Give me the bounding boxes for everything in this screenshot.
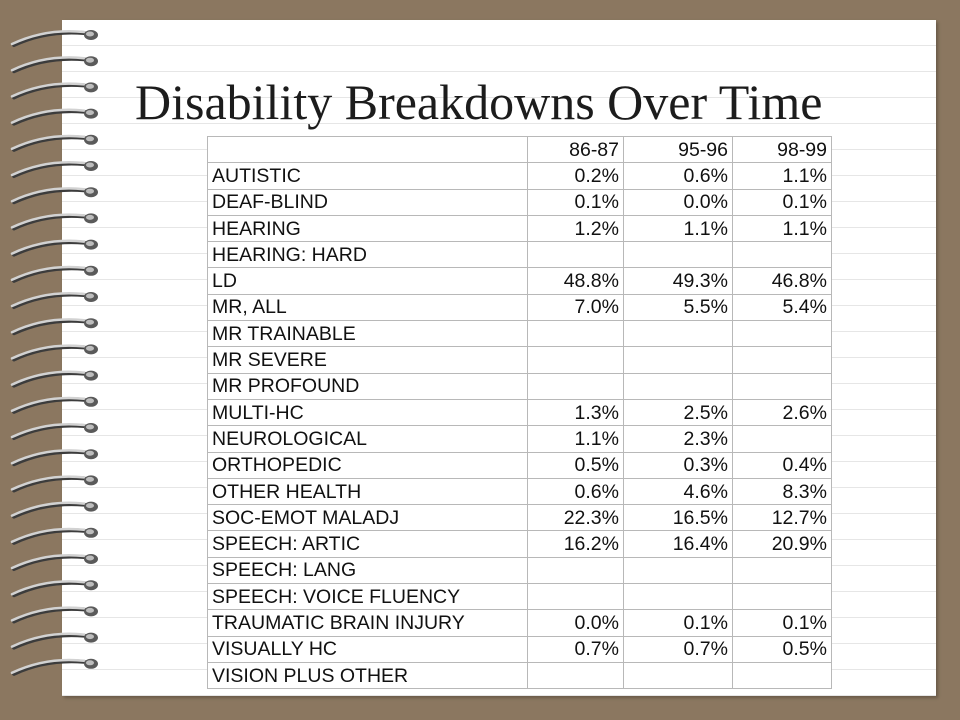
table-row: [208, 636, 832, 662]
value-cell: [733, 557, 832, 583]
row-label: ORTHOPEDIC: [208, 452, 528, 478]
header-cell-98-99: 98-99: [733, 137, 832, 163]
value-cell: 0.1%: [733, 610, 832, 636]
value-cell: [733, 662, 832, 688]
spiral-coil: [12, 187, 98, 202]
value-cell: 1.1%: [733, 215, 832, 241]
value-cell: 0.5%: [733, 636, 832, 662]
table-row: [208, 189, 832, 215]
spiral-coil: [12, 659, 98, 674]
value-cell: [528, 584, 624, 610]
row-label: OTHER HEALTH: [208, 478, 528, 504]
value-cell: [528, 557, 624, 583]
value-cell: [733, 373, 832, 399]
row-label: NEUROLOGICAL: [208, 426, 528, 452]
header-cell-86-87: 86-87: [528, 137, 624, 163]
value-cell: 0.2%: [528, 163, 624, 189]
value-cell: 16.5%: [624, 505, 733, 531]
spiral-coil: [12, 606, 98, 621]
value-cell: 0.0%: [528, 610, 624, 636]
value-cell: [733, 242, 832, 268]
table-row: [208, 610, 832, 636]
value-cell: 16.2%: [528, 531, 624, 557]
table-row: [208, 321, 832, 347]
page-title: Disability Breakdowns Over Time: [135, 74, 823, 130]
row-label: MR TRAINABLE: [208, 321, 528, 347]
value-cell: [624, 347, 733, 373]
value-cell: 0.3%: [624, 452, 733, 478]
table-row: [208, 584, 832, 610]
header-cell-95-96: 95-96: [624, 137, 733, 163]
spiral-coil: [12, 344, 98, 359]
value-cell: 1.1%: [528, 426, 624, 452]
table-row: [208, 662, 832, 688]
value-cell: [624, 242, 733, 268]
table-row: [208, 452, 832, 478]
value-cell: 1.3%: [528, 399, 624, 425]
value-cell: 1.1%: [733, 163, 832, 189]
row-label: SPEECH: LANG: [208, 557, 528, 583]
table-row: [208, 426, 832, 452]
disability-table: [207, 136, 832, 689]
spiral-coil: [12, 240, 98, 255]
value-cell: [624, 321, 733, 347]
value-cell: 1.2%: [528, 215, 624, 241]
value-cell: 0.1%: [733, 189, 832, 215]
table-row: [208, 557, 832, 583]
spiral-coil: [12, 580, 98, 595]
spiral-coil: [12, 266, 98, 281]
spiral-coil: [12, 292, 98, 307]
value-cell: 16.4%: [624, 531, 733, 557]
value-cell: 2.5%: [624, 399, 733, 425]
row-label: TRAUMATIC BRAIN INJURY: [208, 610, 528, 636]
value-cell: 1.1%: [624, 215, 733, 241]
value-cell: 0.0%: [624, 189, 733, 215]
row-label: VISUALLY HC: [208, 636, 528, 662]
value-cell: 0.7%: [528, 636, 624, 662]
value-cell: 0.7%: [624, 636, 733, 662]
value-cell: 2.6%: [733, 399, 832, 425]
table-row: [208, 399, 832, 425]
value-cell: 7.0%: [528, 294, 624, 320]
value-cell: 0.6%: [624, 163, 733, 189]
spiral-coil: [12, 161, 98, 176]
value-cell: [733, 426, 832, 452]
value-cell: 20.9%: [733, 531, 832, 557]
spiral-coil: [12, 554, 98, 569]
value-cell: 48.8%: [528, 268, 624, 294]
value-cell: 0.1%: [624, 610, 733, 636]
spiral-binding-icon: [0, 0, 110, 720]
row-label: HEARING: [208, 215, 528, 241]
row-label: LD: [208, 268, 528, 294]
table-header-row: [208, 137, 832, 163]
table-row: [208, 268, 832, 294]
spiral-coil: [12, 82, 98, 97]
value-cell: [528, 373, 624, 399]
row-label: VISION PLUS OTHER: [208, 662, 528, 688]
value-cell: 0.6%: [528, 478, 624, 504]
value-cell: [528, 321, 624, 347]
row-label: SPEECH: VOICE FLUENCY: [208, 584, 528, 610]
spiral-coil: [12, 475, 98, 490]
spiral-coil: [12, 502, 98, 517]
value-cell: [528, 347, 624, 373]
table-row: [208, 163, 832, 189]
value-cell: 5.5%: [624, 294, 733, 320]
value-cell: 0.1%: [528, 189, 624, 215]
spiral-coil: [12, 397, 98, 412]
value-cell: 49.3%: [624, 268, 733, 294]
value-cell: [528, 662, 624, 688]
header-cell-category: [208, 137, 528, 163]
spiral-coil: [12, 449, 98, 464]
row-label: MR PROFOUND: [208, 373, 528, 399]
spiral-coil: [12, 371, 98, 386]
spiral-coil: [12, 213, 98, 228]
value-cell: 8.3%: [733, 478, 832, 504]
table-row: [208, 505, 832, 531]
value-cell: [528, 242, 624, 268]
value-cell: [624, 662, 733, 688]
value-cell: [733, 321, 832, 347]
value-cell: 12.7%: [733, 505, 832, 531]
table-row: [208, 242, 832, 268]
spiral-coil: [12, 56, 98, 71]
value-cell: 46.8%: [733, 268, 832, 294]
row-label: MR SEVERE: [208, 347, 528, 373]
value-cell: [733, 347, 832, 373]
row-label: AUTISTIC: [208, 163, 528, 189]
table-row: [208, 531, 832, 557]
row-label: MR, ALL: [208, 294, 528, 320]
value-cell: 5.4%: [733, 294, 832, 320]
value-cell: 0.4%: [733, 452, 832, 478]
row-label: MULTI-HC: [208, 399, 528, 425]
spiral-coil: [12, 423, 98, 438]
spiral-coil: [12, 109, 98, 124]
spiral-coil: [12, 318, 98, 333]
value-cell: 4.6%: [624, 478, 733, 504]
table-row: [208, 215, 832, 241]
table-row: [208, 347, 832, 373]
value-cell: [624, 557, 733, 583]
value-cell: 0.5%: [528, 452, 624, 478]
row-label: SOC-EMOT MALADJ: [208, 505, 528, 531]
table-row: [208, 294, 832, 320]
spiral-coil: [12, 30, 98, 45]
spiral-coil: [12, 633, 98, 648]
spiral-coil: [12, 135, 98, 150]
table-row: [208, 478, 832, 504]
value-cell: 2.3%: [624, 426, 733, 452]
value-cell: [624, 584, 733, 610]
spiral-coil: [12, 528, 98, 543]
row-label: DEAF-BLIND: [208, 189, 528, 215]
value-cell: [624, 373, 733, 399]
value-cell: 22.3%: [528, 505, 624, 531]
row-label: SPEECH: ARTIC: [208, 531, 528, 557]
table-row: [208, 373, 832, 399]
row-label: HEARING: HARD: [208, 242, 528, 268]
value-cell: [733, 584, 832, 610]
